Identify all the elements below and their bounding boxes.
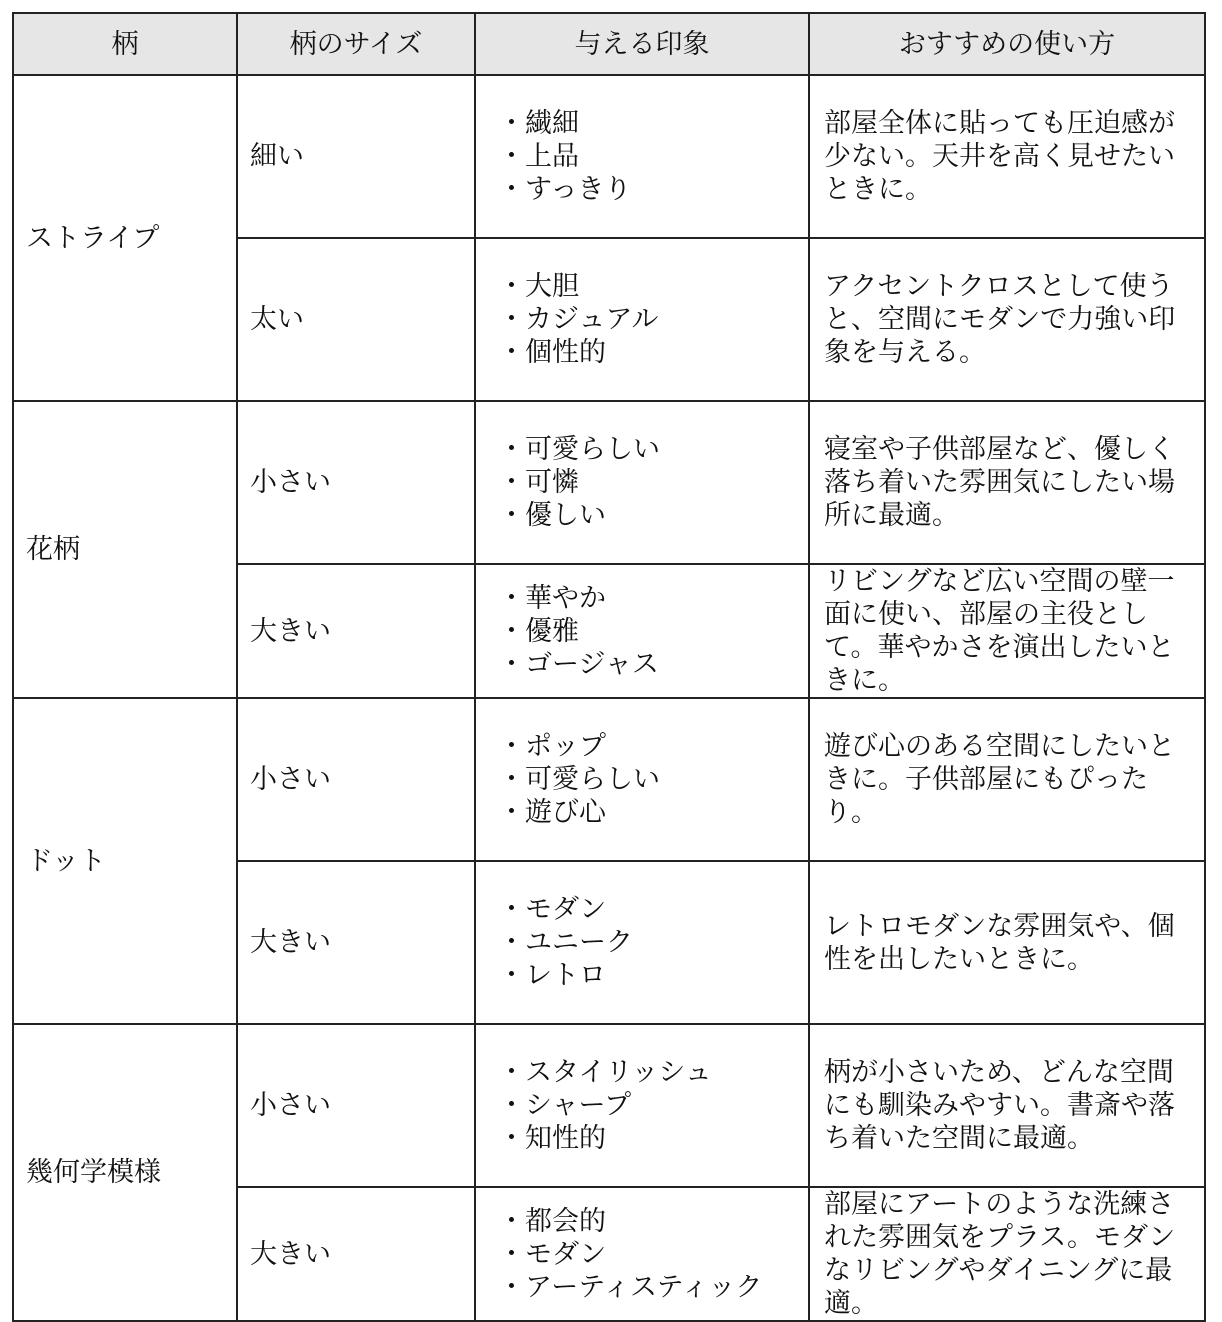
impression-item: ・華やか [498,582,606,614]
usage-text: 部屋全体に貼っても圧迫感が少ない。天井を高く見せたいときに。 [824,108,1175,205]
impression-item: ・ポップ [498,731,606,762]
size-cell: 小さい [237,401,475,564]
usage-cell [809,1187,1205,1321]
impression-item: ・シャープ [498,1090,632,1121]
size-cell: 小さい [237,698,475,861]
usage-text: アクセントクロスとして使うと、空間にモダンで力強い印象を与える。 [824,271,1176,368]
pattern-cell-floral: 花柄 [13,401,237,698]
impression-cell [475,1187,809,1321]
usage-cell [809,1024,1205,1187]
impression-item: ・知性的 [498,1123,606,1154]
size-cell: 小さい [237,1024,475,1187]
usage-text: 柄が小さいため、どんな空間にも馴染みやすい。書斎や落ち着いた空間に最適。 [824,1057,1175,1154]
impression-cell [475,564,809,698]
pattern-cell-stripe: ストライプ [13,75,237,401]
impression-cell [475,698,809,861]
table-row [13,1024,1205,1187]
size-cell: 大きい [237,564,475,698]
usage-cell [809,401,1205,564]
pattern-cell-geometric: 幾何学模様 [13,1024,237,1321]
header-impression: 与える印象 [475,13,809,75]
usage-text: リビングなど広い空間の壁一面に使い、部屋の主役として。華やかさを演出したいときに。 [824,566,1175,696]
usage-text: レトロモダンな雰囲気や、個性を出したいときに。 [824,910,1175,975]
impression-item: ・スタイリッシュ [498,1057,712,1088]
impression-item: ・可愛らしい [498,764,660,795]
usage-cell [809,238,1205,401]
impression-item: ・カジュアル [498,304,659,335]
impression-cell [475,401,809,564]
impression-item: ・レトロ [498,960,606,991]
impression-item: ・アーティスティック [498,1271,763,1303]
pattern-cell-dot: ドット [13,698,237,1024]
impression-item: ・可憐 [498,467,579,498]
usage-cell [809,698,1205,861]
usage-cell [809,75,1205,238]
usage-cell [809,564,1205,698]
impression-cell [475,861,809,1024]
impression-cell [475,1024,809,1187]
header-usage: おすすめの使い方 [809,13,1205,75]
table-row [13,698,1205,861]
usage-text: 遊び心のある空間にしたいときに。子供部屋にもぴったり。 [824,731,1175,828]
impression-item: ・繊細 [498,108,579,139]
wallpaper-pattern-table [12,12,1206,1322]
impression-item: ・モダン [498,894,607,925]
usage-text: 寝室や子供部屋など、優しく落ち着いた雰囲気にしたい場所に最適。 [824,434,1175,531]
impression-cell [475,75,809,238]
table-row [13,401,1205,564]
size-cell: 太い [237,238,475,401]
size-cell: 大きい [237,861,475,1024]
table-row [13,75,1205,238]
usage-text: 部屋にアートのような洗練された雰囲気をプラス。モダンなリビングやダイニングに最適。 [824,1189,1176,1319]
impression-item: ・すっきり [498,174,632,205]
impression-item: ・ゴージャス [498,648,659,680]
header-size: 柄のサイズ [237,13,475,75]
impression-item: ・大胆 [498,271,579,302]
impression-item: ・優雅 [498,615,579,647]
header-row [13,13,1205,75]
impression-item: ・都会的 [498,1205,606,1237]
impression-cell [475,238,809,401]
size-cell: 大きい [237,1187,475,1321]
size-cell: 細い [237,75,475,238]
impression-item: ・ユニーク [498,927,633,958]
impression-item: ・上品 [498,141,579,172]
impression-item: ・優しい [498,500,606,531]
impression-item: ・遊び心 [498,797,606,828]
header-pattern: 柄 [13,13,237,75]
usage-cell [809,861,1205,1024]
impression-item: ・個性的 [498,337,606,368]
impression-item: ・モダン [498,1238,607,1270]
impression-item: ・可愛らしい [498,434,660,465]
